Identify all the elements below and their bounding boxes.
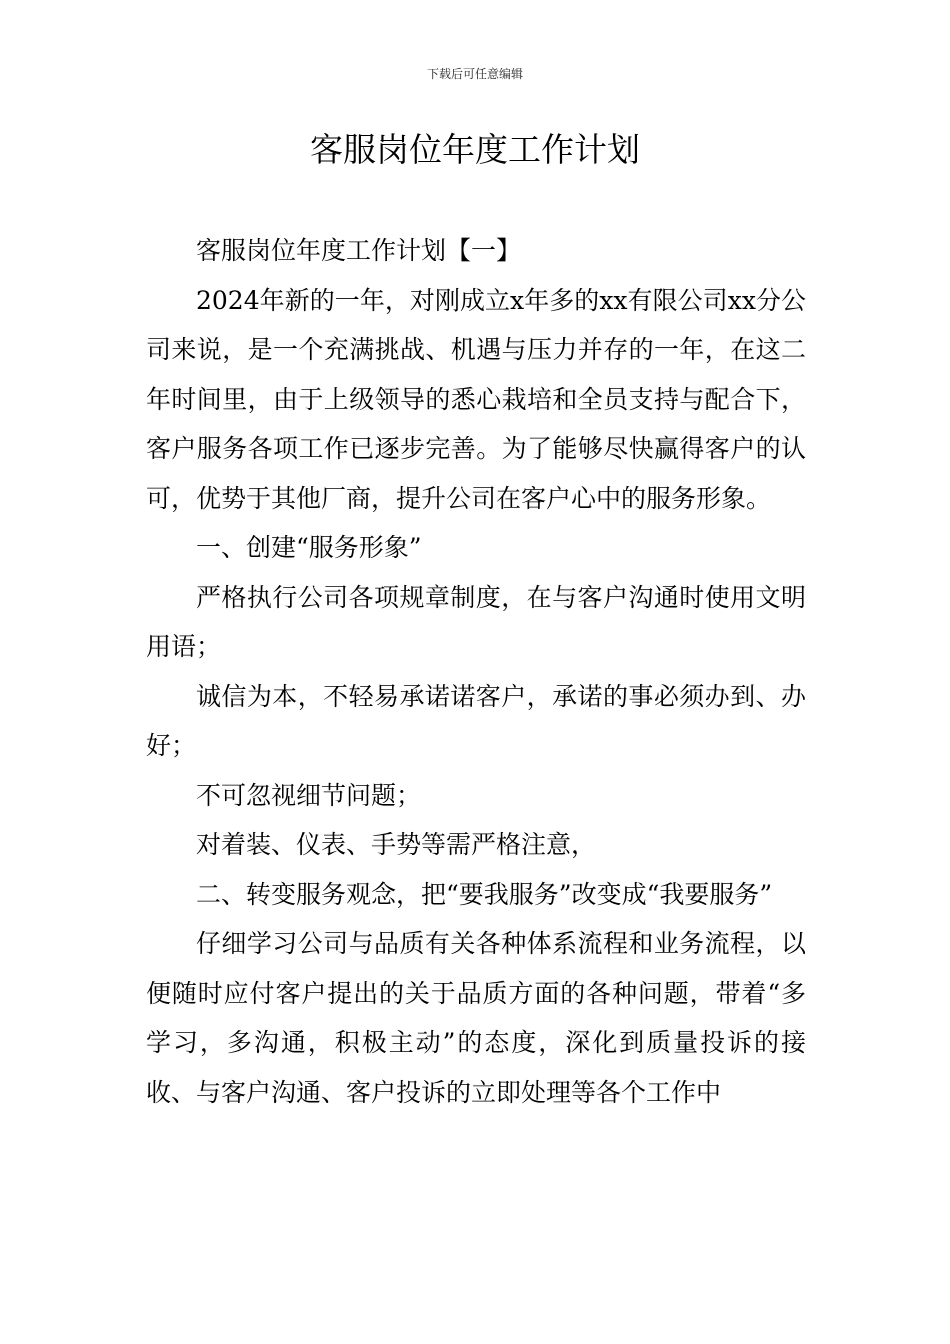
paragraph-intro: 2024年新的一年，对刚成立x年多的xx有限公司xx分公司来说，是一个充满挑战、机遇与压力并存的一年，在这二年时间里，由于上级领导的悉心栽培和全员支持与配合下，客户服务各项工作已逐步完善。为了能够尽快赢得客户的认可，优势于其他厂商，提升公司在客户心中的服务形象。 (146, 285, 806, 513)
paragraph-heading-2: 二、转变服务观念，把“要我服务”改变成“我要服务” (196, 879, 773, 909)
paragraph-section-heading: 客服岗位年度工作计划【一】 (196, 236, 522, 265)
document-body (146, 226, 806, 1117)
paragraph-item-3: 不可忽视细节问题； (196, 780, 422, 810)
paragraph-item-5: 仔细学习公司与品质有关各种体系流程和业务流程，以便随时应付客户提出的关于品质方面的各种问题，带着“多学习，多沟通，积极主动”的态度，深化到质量投诉的接收、与客户沟通、客户投诉的立即处理等各个工作中 (146, 929, 806, 1107)
paragraph-item-1: 严格执行公司各项规章制度，在与客户沟通时使用文明用语； (146, 582, 806, 661)
header-note: 下载后可任意编辑 (426, 67, 523, 81)
paragraph-heading-1: 一、创建“服务形象” (196, 533, 422, 562)
paragraph-item-4: 对着装、仪表、手势等需严格注意， (196, 830, 597, 859)
document-title: 客服岗位年度工作计划 (310, 130, 640, 169)
paragraph-item-2: 诚信为本，不轻易承诺诺客户，承诺的事必须办到、办好； (146, 681, 806, 760)
